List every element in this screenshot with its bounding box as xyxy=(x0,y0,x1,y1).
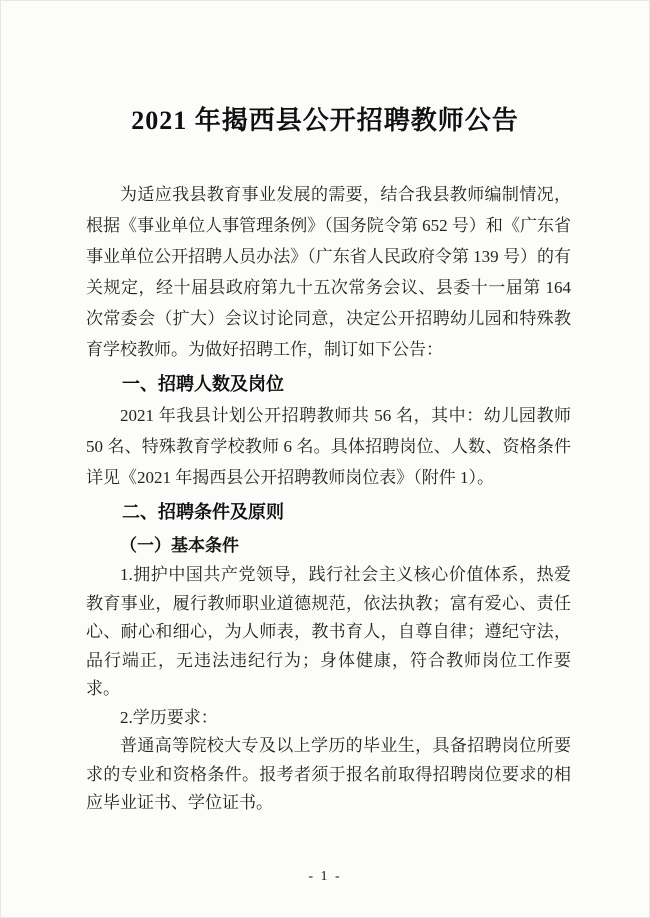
education-requirement-paragraph: 普通高等院校大专及以上学历的毕业生，具备招聘岗位所要求的专业和资格条件。报考者须于报名前取得招聘岗位要求的相应毕业证书、学位证书。 xyxy=(86,736,571,812)
document-body xyxy=(86,179,571,818)
section2-sub1-heading: （一）基本条件 xyxy=(120,536,239,555)
basic-conditions-item1-paragraph: 1.拥护中国共产党领导，践行社会主义核心价值体系，热爱教育事业，履行教师职业道德规范，依法执教；富有爱心、责任心、耐心和细心，为人师表，教书育人，自尊自律；遵纪守法，品行端正，无违法违纪行为；身体健康，符合教师岗位工作要求。 xyxy=(86,565,571,698)
section2-heading: 二、招聘条件及原则 xyxy=(122,502,284,522)
document-title: 2021 年揭西县公开招聘教师公告 xyxy=(131,106,519,135)
section1-paragraph: 2021 年我县计划公开招聘教师共 56 名，其中：幼儿园教师 50 名、特殊教育学校教师 6 名。具体招聘岗位、人数、资格条件详见《2021 年揭西县公开招聘教师岗位表》（附件 1）。 xyxy=(86,406,571,487)
page-number: - 1 - xyxy=(308,869,342,884)
intro-paragraph: 为适应我县教育事业发展的需要，结合我县教师编制情况，根据《事业单位人事管理条例》（国务院令第 652 号）和《广东省事业单位公开招聘人员办法》（广东省人民政府令第 139 号）的有关规定，经十届县政府第九十五次常务会议、县委十一届第 164 次常委会（扩大）会议讨论同意，决定公开招聘幼儿园和特殊教育学校教师。为做好招聘工作，制订如下公告： xyxy=(86,185,571,359)
section1-heading: 一、招聘人数及岗位 xyxy=(122,374,284,394)
education-requirement-label: 2.学历要求： xyxy=(120,707,218,727)
